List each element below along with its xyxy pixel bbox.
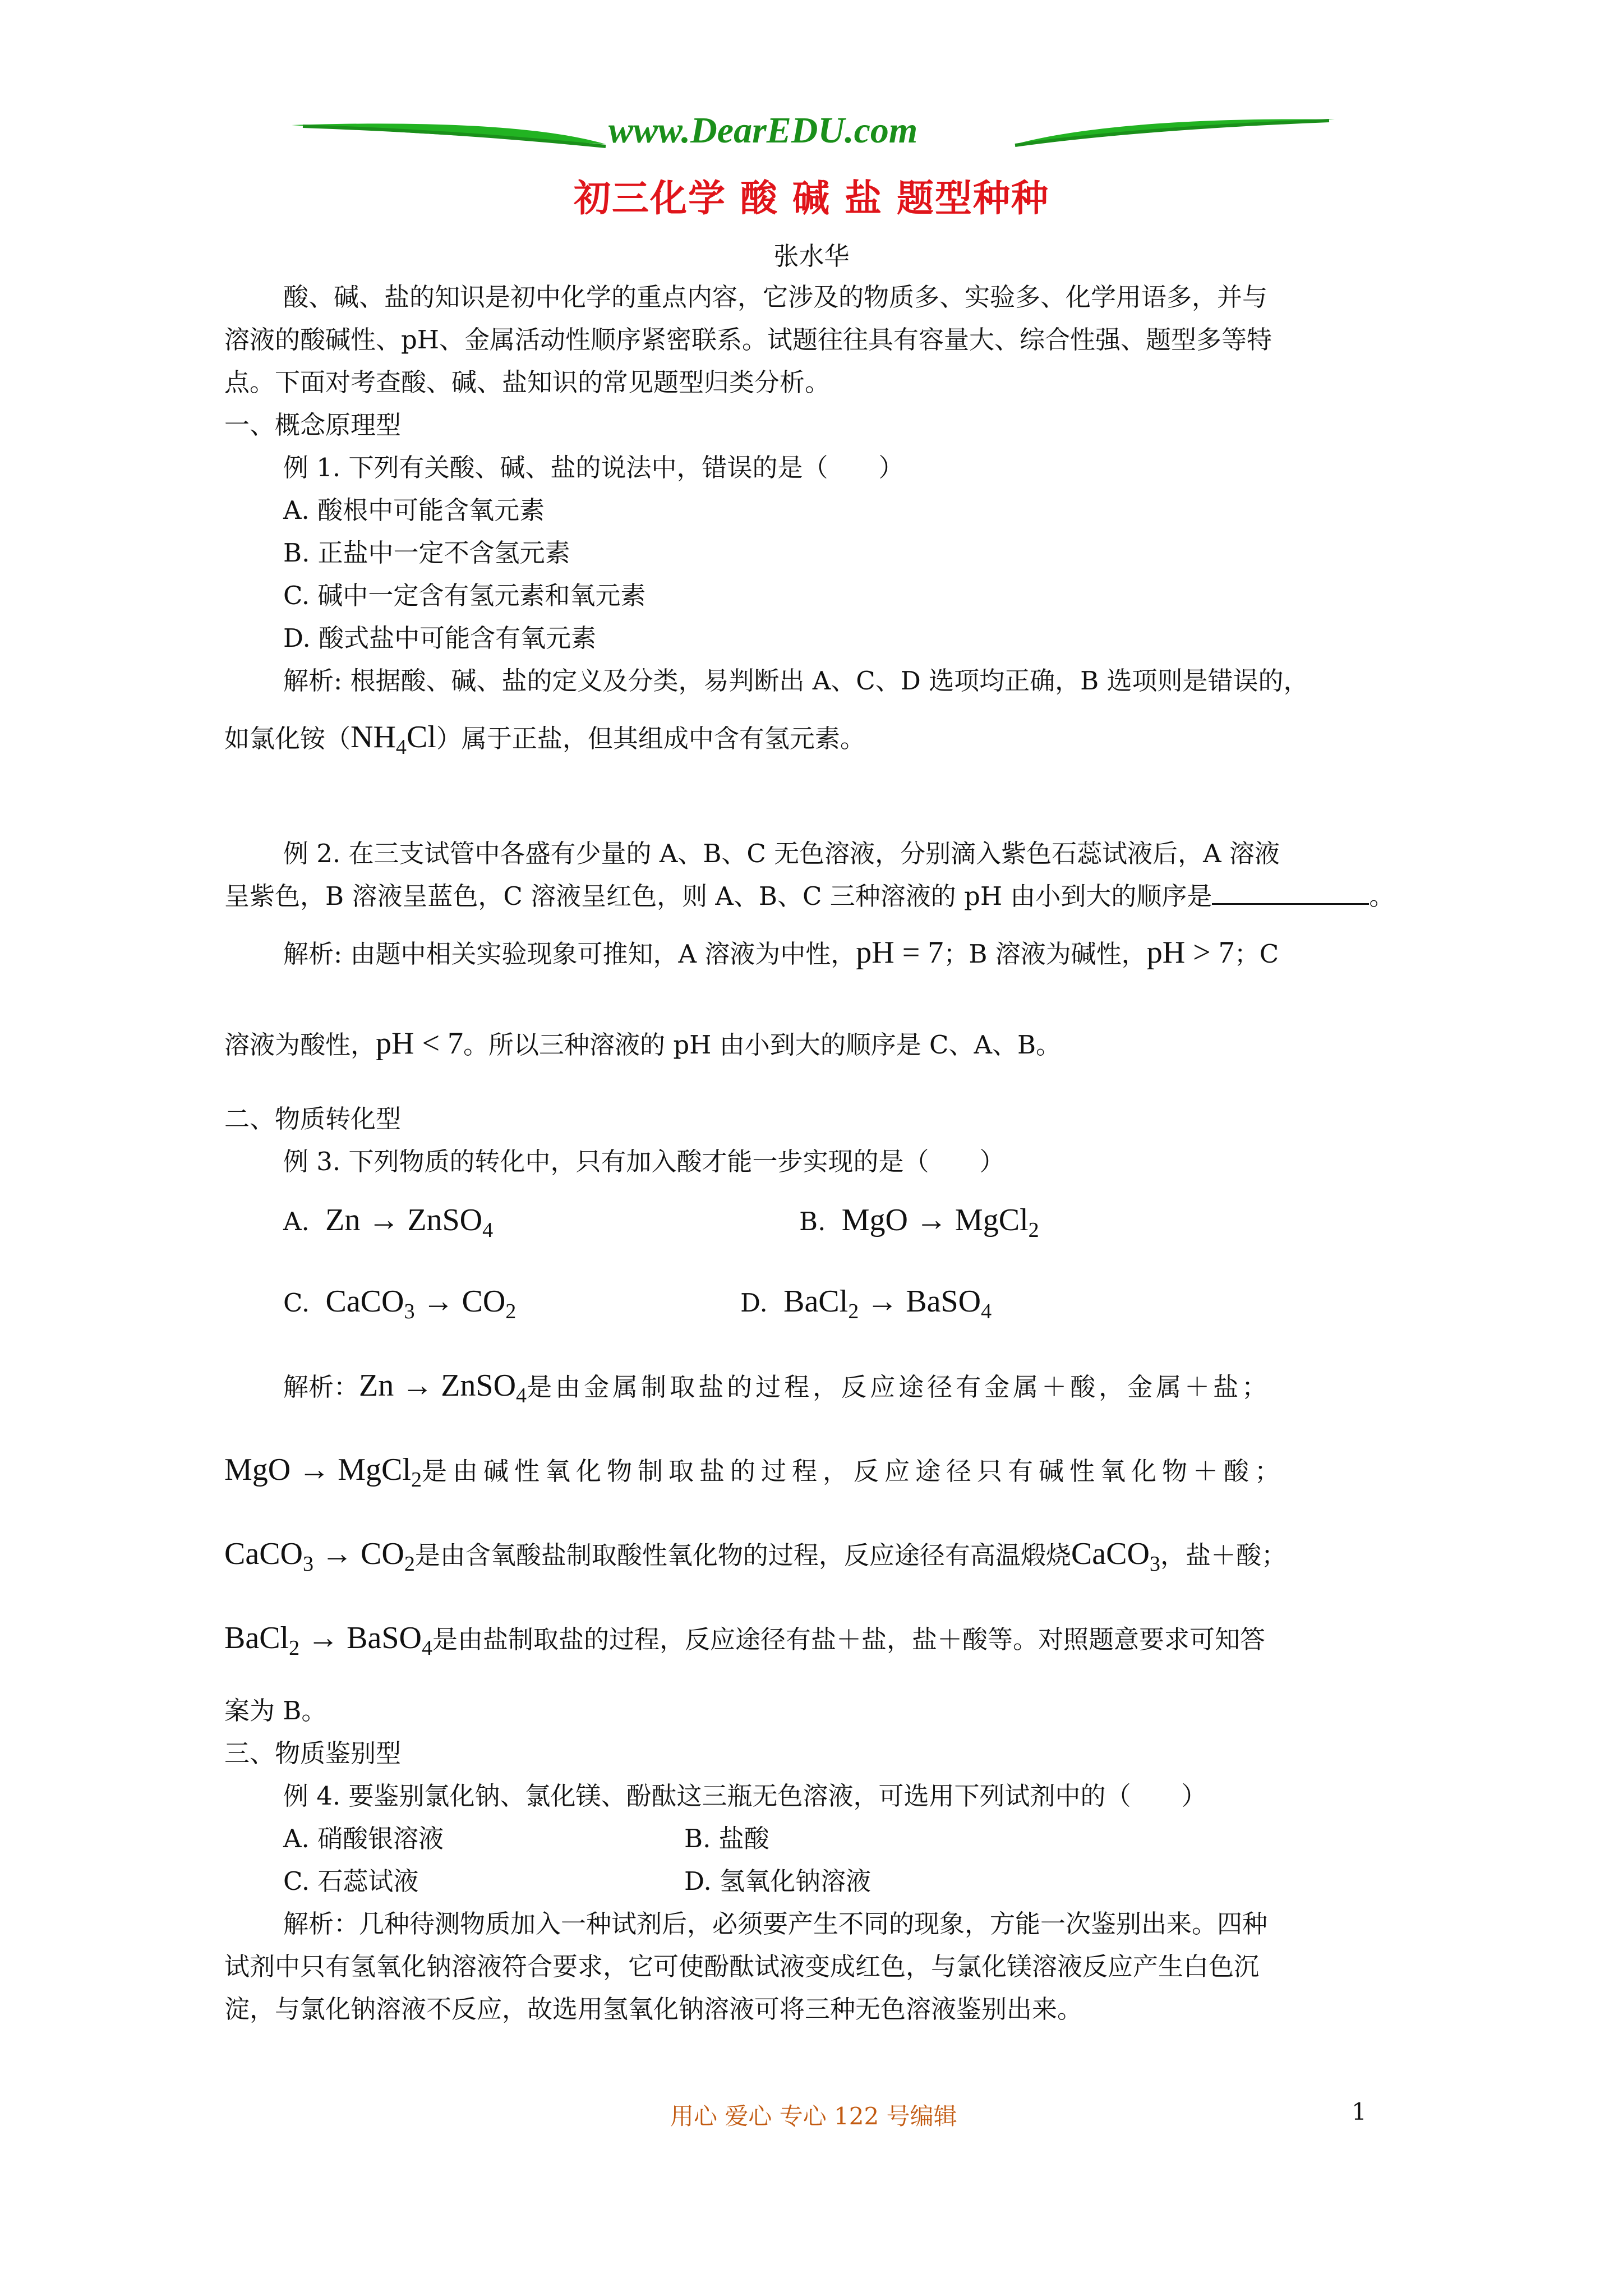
answer-3-text-3: 是由含氧酸盐制取酸性氧化物的过程，反应途径有高温煅烧 (414, 1540, 1071, 1570)
q1-option-d: D. 酸式盐中可能含有氧元素 (283, 623, 597, 653)
answer-2-prefix: 解析: 由题中相关实验现象可推知，A 溶液为中性， (283, 939, 856, 969)
answer-2-line-1 (283, 936, 1279, 971)
q3-option-d-label: D. (740, 1288, 768, 1318)
q3-option-a-label: A. (283, 1207, 310, 1236)
q4-option-d: D. 氢氧化钠溶液 (684, 1866, 872, 1896)
formula-bacl2-baso4-ref: BaCl$_2$ → BaSO$_4$ (224, 1621, 433, 1660)
answer-3-text-1: 是由金属制取盐的过程，反应途径有金属＋酸，金属＋盐； (527, 1372, 1271, 1402)
answer-3-line-4 (224, 1621, 1265, 1658)
q3-option-b (799, 1203, 1039, 1243)
q4-option-b: B. 盐酸 (684, 1824, 769, 1853)
answer-4-line-3: 淀，与氯化钠溶液不反应，故选用氢氧化钠溶液可将三种无色溶液鉴别出来。 (224, 1994, 1083, 2024)
answer-3-line-5: 案为 B。 (224, 1696, 327, 1726)
answer-2-line2-prefix: 溶液为酸性， (224, 1030, 376, 1060)
question-2-text: 呈紫色，B 溶液呈蓝色，C 溶液呈红色，则 A、B、C 三种溶液的 pH 由小到大的顺序是 (224, 881, 1212, 911)
section-2-heading: 二、物质转化型 (224, 1104, 402, 1134)
question-2-line-2 (224, 880, 1394, 913)
answer-3-line-1 (283, 1369, 1270, 1406)
site-logo-text: www.DearEDU.com (608, 110, 918, 151)
answer-1-prefix: 如氯化铵（ (224, 724, 351, 753)
formula-zn-znso4: Zn → ZnSO$_4$ (317, 1203, 494, 1243)
q1-option-a: A. 酸根中可能含氧元素 (283, 495, 545, 525)
formula-nh4cl: $NH_4Cl$ (351, 720, 436, 760)
formula-mgo-mgcl2-ref: MgO → MgCl$_2$ (224, 1452, 422, 1492)
answer-blank[interactable] (1212, 880, 1369, 905)
footer-editor-note: 用心 爱心 专心 122 号编辑 (670, 2102, 957, 2130)
q3-option-c-label: C. (283, 1288, 310, 1318)
answer-3-text-3-end: ，盐＋酸； (1160, 1540, 1287, 1570)
answer-1-suffix: ）属于正盐，但其组成中含有氢元素。 (436, 724, 865, 753)
answer-2-line2-suffix: 。所以三种溶液的 pH 由小到大的顺序是 C、A、B。 (463, 1030, 1062, 1060)
question-2-end: 。 (1369, 881, 1395, 911)
author-name: 张水华 (773, 241, 850, 271)
answer-2-end: ；C (1234, 939, 1279, 969)
answer-4-line-2: 试剂中只有氢氧化钠溶液符合要求，它可使酚酞试液变成红色，与氯化镁溶液反应产生白色沉 (224, 1952, 1260, 1981)
q4-option-a: A. 硝酸银溶液 (283, 1824, 444, 1853)
formula-caco3-co2-ref: CaCO$_3$ → $CO_2$ (224, 1536, 415, 1576)
question-3: 例 3. 下列物质的转化中，只有加入酸才能一步实现的是（ ） (283, 1147, 1005, 1176)
q3-option-b-label: B. (799, 1207, 826, 1236)
intro-line-3: 点。下面对考查酸、碱、盐知识的常见题型归类分析。 (224, 367, 831, 397)
q4-option-c: C. 石蕊试液 (283, 1866, 419, 1896)
answer-3-line-2 (224, 1453, 1285, 1490)
q3-option-c (283, 1285, 516, 1322)
formula-caco3-co2: CaCO$_3$ → $CO_2$ (317, 1284, 517, 1324)
section-1-heading: 一、概念原理型 (224, 410, 402, 440)
intro-line-1: 酸、碱、盐的知识是初中化学的重点内容，它涉及的物质多、实验多、化学用语多，并与 (283, 282, 1268, 312)
page-number: 1 (1352, 2098, 1367, 2125)
question-4: 例 4. 要鉴别氯化钠、氯化镁、酚酞这三瓶无色溶液，可选用下列试剂中的（ ） (283, 1781, 1207, 1811)
answer-3-line-3 (224, 1537, 1287, 1574)
answer-1-line-1: 解析: 根据酸、碱、盐的定义及分类，易判断出 A、C、D 选项均正确，B 选项则是错误的， (283, 666, 1309, 696)
answer-3-text-4: 是由盐制取盐的过程，反应途径有盐＋盐，盐＋酸等。对照题意要求可知答 (432, 1625, 1266, 1654)
question-2-line-1: 例 2. 在三支试管中各盛有少量的 A、B、C 无色溶液，分别滴入紫色石蕊试液后，A 溶液 (283, 839, 1280, 868)
formula-ph-7: pH = 7 (856, 935, 944, 970)
q3-option-d (740, 1285, 992, 1322)
formula-caco3: CaCO$_3$ (1071, 1536, 1160, 1576)
formula-zn-znso4-ref: Zn → ZnSO$_4$ (359, 1368, 527, 1408)
answer-1-line-2 (224, 720, 865, 760)
answer-3-label: 解析： (283, 1372, 359, 1402)
answer-2-mid: ；B 溶液为碱性， (943, 939, 1147, 969)
formula-ph-gt-7: pH > 7 (1146, 935, 1234, 970)
section-3-heading: 三、物质鉴别型 (224, 1738, 402, 1768)
intro-line-2: 溶液的酸碱性、pH、金属活动性顺序紧密联系。试题往往具有容量大、综合性强、题型多等特 (224, 325, 1272, 355)
q3-option-a (283, 1203, 494, 1243)
formula-bacl2-baso4: BaCl$_2$ → BaSO$_4$ (776, 1284, 992, 1324)
question-1: 例 1. 下列有关酸、碱、盐的说法中，错误的是（ ） (283, 453, 904, 482)
answer-3-text-2: 是由碱性氧化物制取盐的过程，反应途径只有碱性氧化物＋酸； (421, 1456, 1285, 1486)
q1-option-c: C. 碱中一定含有氢元素和氧元素 (283, 581, 646, 610)
formula-mgo-mgcl2: MgO → MgCl$_2$ (833, 1203, 1039, 1243)
q1-option-b: B. 正盐中一定不含氢元素 (283, 538, 570, 568)
answer-4-line-1: 解析：几种待测物质加入一种试剂后，必须要产生不同的现象，方能一次鉴别出来。四种 (283, 1909, 1268, 1939)
answer-2-line-2 (224, 1027, 1061, 1062)
document-title: 初三化学 酸 碱 盐 题型种种 (574, 176, 1049, 220)
formula-ph-lt-7: pH < 7 (376, 1026, 464, 1061)
